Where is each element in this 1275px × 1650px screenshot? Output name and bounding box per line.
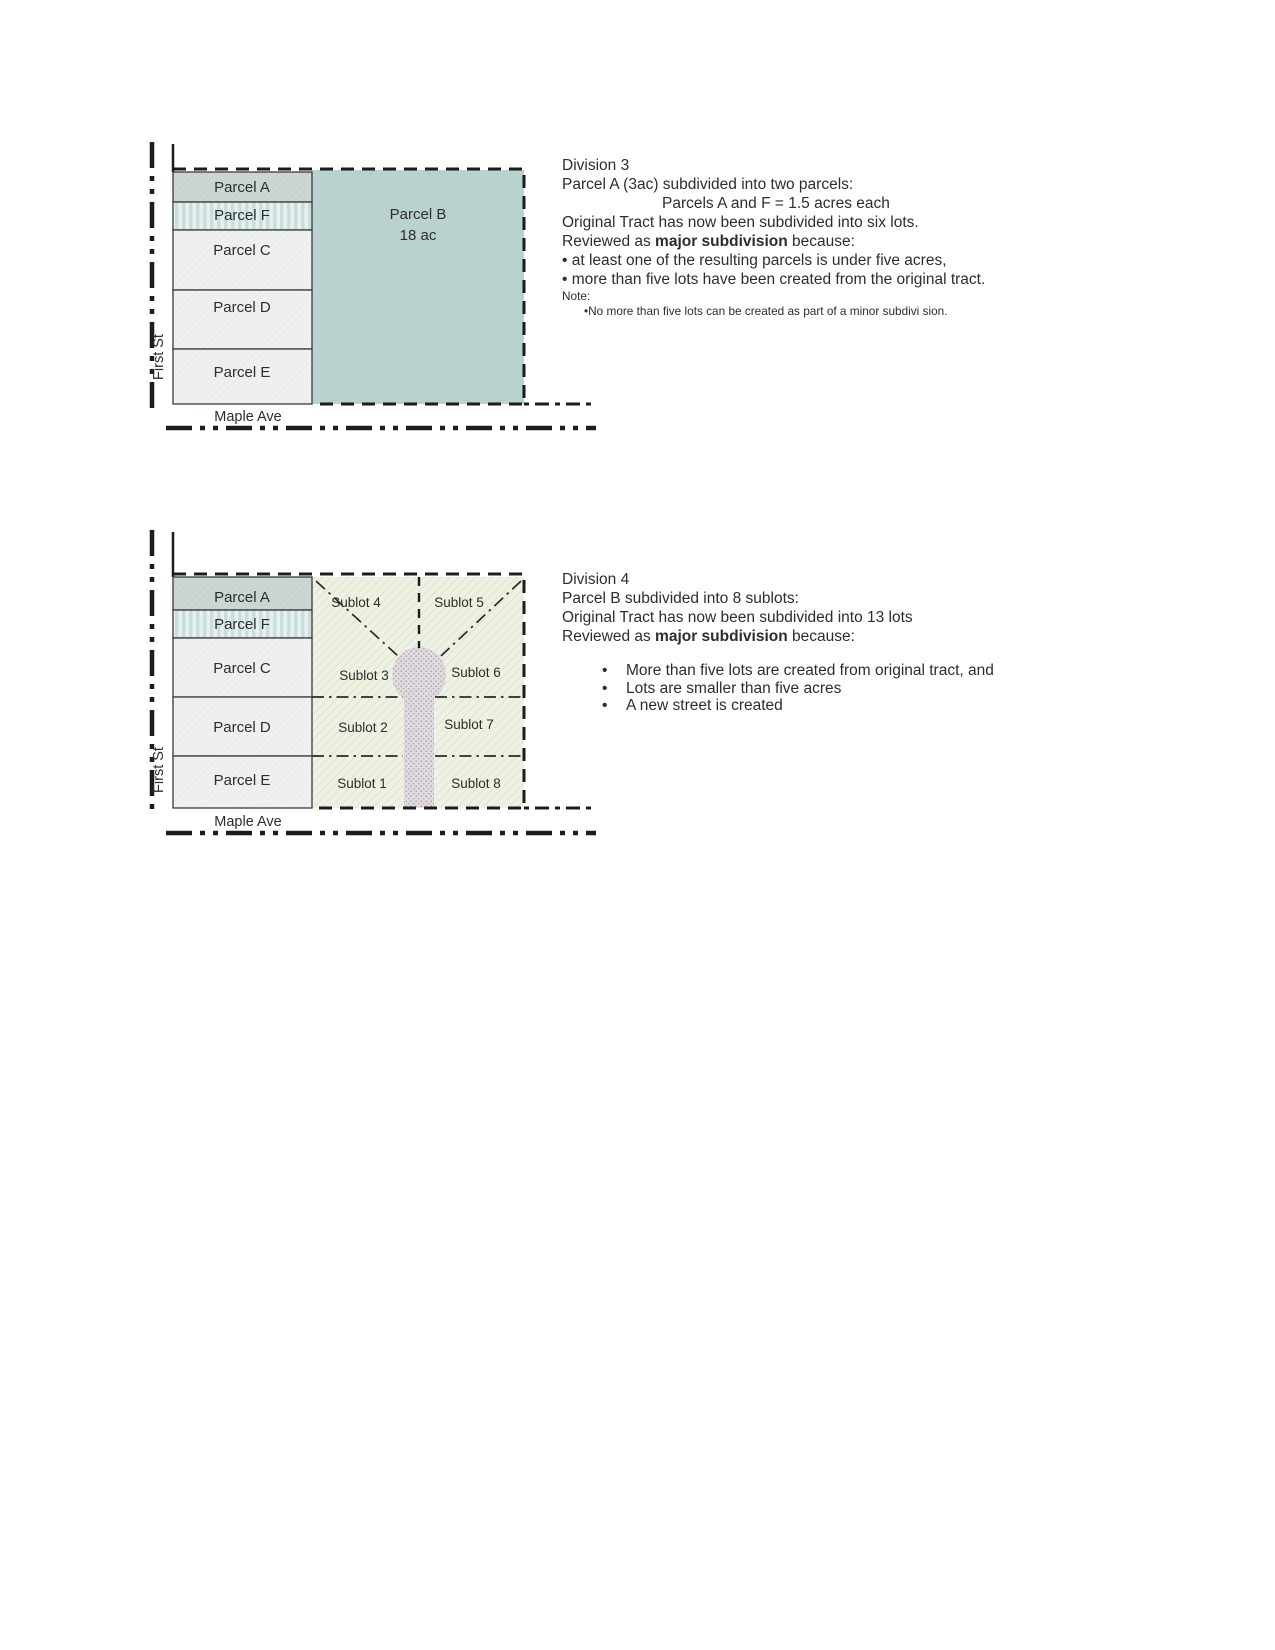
parcel-c-label: Parcel C xyxy=(213,242,271,259)
division4-heading: Division 4 xyxy=(562,571,630,588)
division3-note-text: •No more than five lots can be created as part of a minor subdivi sion. xyxy=(584,304,948,318)
bullet-glyph: • xyxy=(602,697,608,714)
division4-bullet-3 xyxy=(602,697,994,715)
division3-heading: Division 3 xyxy=(562,157,630,174)
division3-bullet-1: • at least one of the resulting parcels is under five acres, xyxy=(562,252,947,269)
new-street-road xyxy=(404,675,434,808)
sublot-6-label: Sublot 6 xyxy=(451,665,501,680)
maple-ave-label: Maple Ave xyxy=(214,814,282,830)
reviewed-prefix: Reviewed as xyxy=(562,628,656,645)
division4-subdivided-text: Parcel B subdivided into 8 sublots: xyxy=(562,590,799,607)
division4-tract-text: Original Tract has now been subdivided into 13 lots xyxy=(562,609,913,626)
parcel-a-label: Parcel A xyxy=(214,179,270,196)
parcel-a-label: Parcel A xyxy=(214,589,270,606)
division3-reviewed-line xyxy=(562,232,985,251)
division3-subdivided-text: Parcel A (3ac) subdivided into two parcels: xyxy=(562,176,854,193)
maple-ave-label: Maple Ave xyxy=(214,409,282,425)
parcel-c-region xyxy=(173,230,312,290)
parcel-f-label: Parcel F xyxy=(214,207,270,224)
first-st-label: First St xyxy=(151,334,167,380)
bullet-text: Lots are smaller than five acres xyxy=(626,679,842,697)
sublot-2-label: Sublot 2 xyxy=(338,720,388,735)
division3-note-label: Note: xyxy=(562,289,591,303)
sublot-3-label: Sublot 3 xyxy=(339,668,389,683)
reviewed-suffix: because: xyxy=(787,233,855,250)
division3-diagram xyxy=(151,142,596,428)
parcel-e-label: Parcel E xyxy=(213,772,271,789)
sublot-8-label: Sublot 8 xyxy=(451,776,501,791)
parcel-c-label: Parcel C xyxy=(213,660,271,677)
division4-reviewed-line xyxy=(562,627,994,646)
division3-tract-text: Original Tract has now been subdivided into six lots. xyxy=(562,214,919,231)
sublot-1-label: Sublot 1 xyxy=(337,776,387,791)
parcel-f-label: Parcel F xyxy=(214,616,270,633)
sublot-5-label: Sublot 5 xyxy=(434,595,484,610)
division3-bullet-2: • more than five lots have been created from the original tract. xyxy=(562,271,986,288)
parcel-b-area-label: 18 ac xyxy=(399,227,437,244)
division4-diagram xyxy=(151,530,596,833)
division4-bullet-2 xyxy=(602,680,994,698)
reviewed-prefix: Reviewed as xyxy=(562,233,656,250)
parcel-d-label: Parcel D xyxy=(213,719,271,736)
bullet-glyph: • xyxy=(602,662,608,679)
division3-subdivided-detail: Parcels A and F = 1.5 acres each xyxy=(662,195,890,212)
division4-bullet-1 xyxy=(602,662,994,680)
division4-text-column xyxy=(562,566,994,715)
reviewed-bold: major subdivision xyxy=(655,628,788,645)
sublot-7-label: Sublot 7 xyxy=(444,717,494,732)
division4-bullet-list xyxy=(562,662,994,715)
bullet-text: A new street is created xyxy=(626,697,783,714)
division3-text-column xyxy=(562,146,985,319)
reviewed-suffix: because: xyxy=(787,628,855,645)
parcel-b-label: Parcel B xyxy=(389,206,447,223)
reviewed-bold: major subdivision xyxy=(655,233,788,250)
parcel-d-label: Parcel D xyxy=(213,299,271,316)
bullet-glyph: • xyxy=(602,679,608,697)
sublot-4-label: Sublot 4 xyxy=(331,595,381,610)
bullet-text: More than five lots are created from original tract, and xyxy=(626,662,994,679)
first-st-label: First St xyxy=(151,747,167,793)
parcel-e-label: Parcel E xyxy=(213,364,271,381)
